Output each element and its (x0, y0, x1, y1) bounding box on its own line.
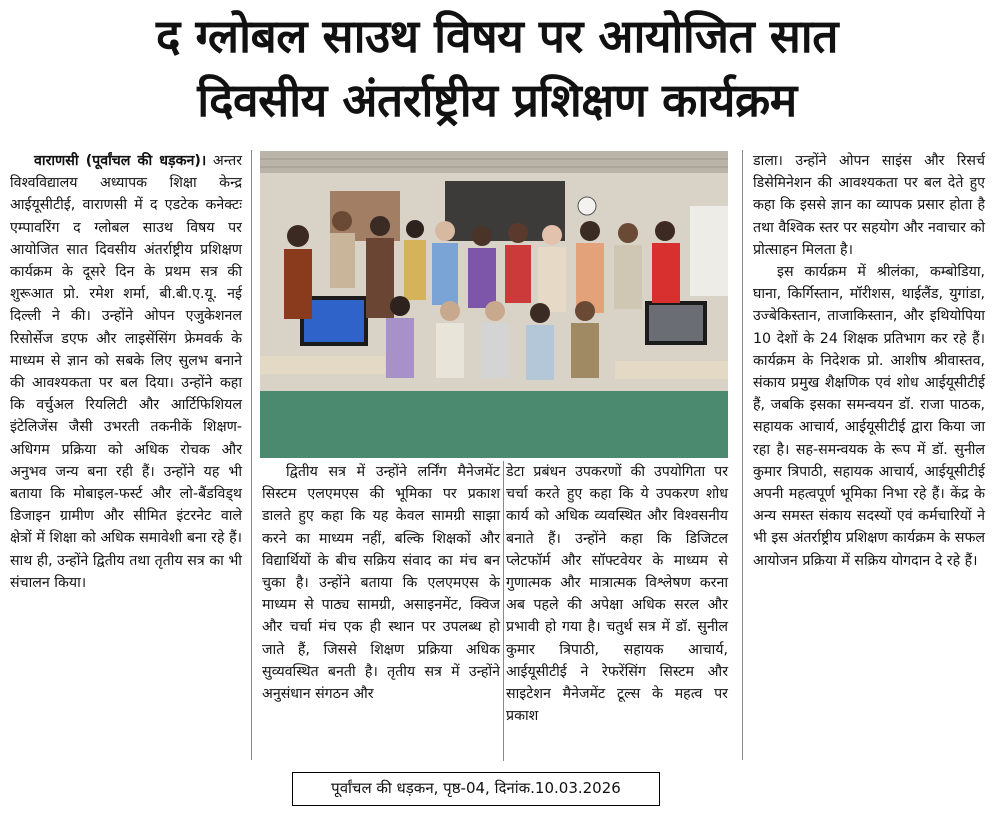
article-column-3 (506, 461, 728, 727)
column-divider (742, 150, 743, 760)
article-paragraph (10, 150, 242, 594)
article-paragraph: द्वितीय सत्र में उन्होंने लर्निंग मैनेजमेंट सिस्टम एलएमएस की भूमिका पर प्रकाश डालते हुए कहा कि यह केवल सामग्री साझा करने का माध्यम नहीं, बल्कि शिक्षकों और विद्यार्थियों के बीच सक्रिय संवाद का मंच बन चुका है। उन्होंने बताया कि एलएमएस के माध्यम से पाठ्य सामग्री, असाइनमेंट, क्विज और चर्चा मंच एक ही स्थान पर उपलब्ध हो जाते हैं, जिससे शिक्षण प्रक्रिया अधिक सुव्यवस्थित बनती है। तृतीय सत्र में उन्होंने अनुसंधान संगठन और (262, 464, 500, 703)
headline-line-1: द ग्लोबल साउथ विषय पर आयोजित सात (156, 9, 838, 63)
article-paragraph: इस कार्यक्रम में श्रीलंका, कम्बोडिया, घाना, किर्गिस्तान, मॉरीशस, थाईलैंड, युगांडा, उज्बेकिस्तान, ताजाकिस्तान, और इथियोपिया 10 देशों के 24 शिक्षक प्रतिभाग कर रहे हैं। कार्यक्रम के निदेशक प्रो. आशीष श्रीवास्तव, संकाय प्रमुख शैक्षणिक एवं शोध आईयूसीटीई हैं, जबकि इसका समन्वयन डॉ. राजा पाठक, सहायक आचार्य, आईयूसीटीई द्वारा किया जा रहा है। सह-समन्वयक के रूप में डॉ. सुनील कुमार त्रिपाठी, सहायक आचार्य, आईयूसीटीई अपनी महत्वपूर्ण भूमिका निभा रहे हैं। केंद्र के अन्य समस्त संकाय सदस्यों एवं कर्मचारियों ने भी इस अंतर्राष्ट्रीय प्रशिक्षण कार्यक्रम के सफल आयोजन प्रक्रिया में सक्रिय योगदान दे रहे हैं। (753, 264, 985, 569)
article-column-1 (10, 150, 242, 594)
headline-line-2: दिवसीय अंतर्राष्ट्रीय प्रशिक्षण कार्यक्रम (197, 73, 797, 127)
source-caption: पूर्वांचल की धड़कन, पृष्ठ-04, दिनांक.10.03.2026 (292, 772, 660, 806)
dateline: वाराणसी (पूर्वांचल की धड़कन)। (34, 153, 207, 169)
headline (0, 4, 994, 132)
group-photo (260, 151, 728, 458)
article-column-2 (262, 461, 500, 705)
paragraph-text: अन्तर विश्वविद्यालय अध्यापक शिक्षा केन्द्र आईयूसीटीई, वाराणसी में द एडटेक कनेक्टः एम्पावरिंग द ग्लोबल साउथ विषय पर आयोजित सात दिवसीय अंतर्राष्ट्रीय प्रशिक्षण कार्यक्रम के दूसरे दिन के प्रथम सत्र की शुरूआत प्रो. रमेश शर्मा, बी.बी.ए.यू. नई दिल्ली ने की। उन्होंने ओपन एजुकेशनल रिसोर्सेज डएफ और लाइसेंसिंग फ्रेमवर्क के माध्यम से ज्ञान को सबके लिए सुलभ बनाने की आवश्यकता पर बल दिया। उन्होंने कहा कि वर्चुअल रियलिटी और आर्टिफिशियल इंटेलिजेंस जैसी उभरती तकनीकें शिक्षण-अधिगम प्रक्रिया को अधिक रोचक और अनुभव जन्य बना रही हैं। उन्होंने यह भी बताया कि मोबाइल-फर्स्ट और लो-बैंडविड्थ डिजाइन ग्रामीण और सीमित इंटरनेट वाले क्षेत्रों में शिक्षा को अधिक समावेशी बना रहे हैं। साथ ही, उन्होंने द्वितीय तथा तृतीय सत्र का भी संचालन किया। (10, 153, 242, 591)
article-column-4 (753, 150, 985, 572)
article-paragraph: डाला। उन्होंने ओपन साइंस और रिसर्च डिसेमिनेशन की आवश्यकता पर बल देते हुए कहा कि इससे ज्ञान का व्यापक प्रसार होता है तथा वैश्विक स्तर पर सहयोग और नवाचार को प्रोत्साहन मिलता है। (753, 153, 985, 258)
column-divider (251, 150, 252, 760)
group-photo-illustration (260, 151, 728, 458)
article-paragraph: डेटा प्रबंधन उपकरणों की उपयोगिता पर चर्चा करते हुए कहा कि ये उपकरण शोध कार्य को अधिक व्यवस्थित और विश्वसनीय बनाते हैं। उन्होंने कहा कि डिजिटल प्लेटफॉर्म और सॉफ्टवेयर के माध्यम से गुणात्मक और मात्रात्मक विश्लेषण करना अब पहले की अपेक्षा अधिक सरल और प्रभावी हो गया है। चतुर्थ सत्र में डॉ. सुनील कुमार त्रिपाठी, सहायक आचार्य, आईयूसीटीई ने रेफरेंसिंग सिस्टम और साइटेशन मैनेजमेंट टूल्स के महत्व पर प्रकाश (506, 464, 728, 725)
column-divider (503, 461, 504, 761)
